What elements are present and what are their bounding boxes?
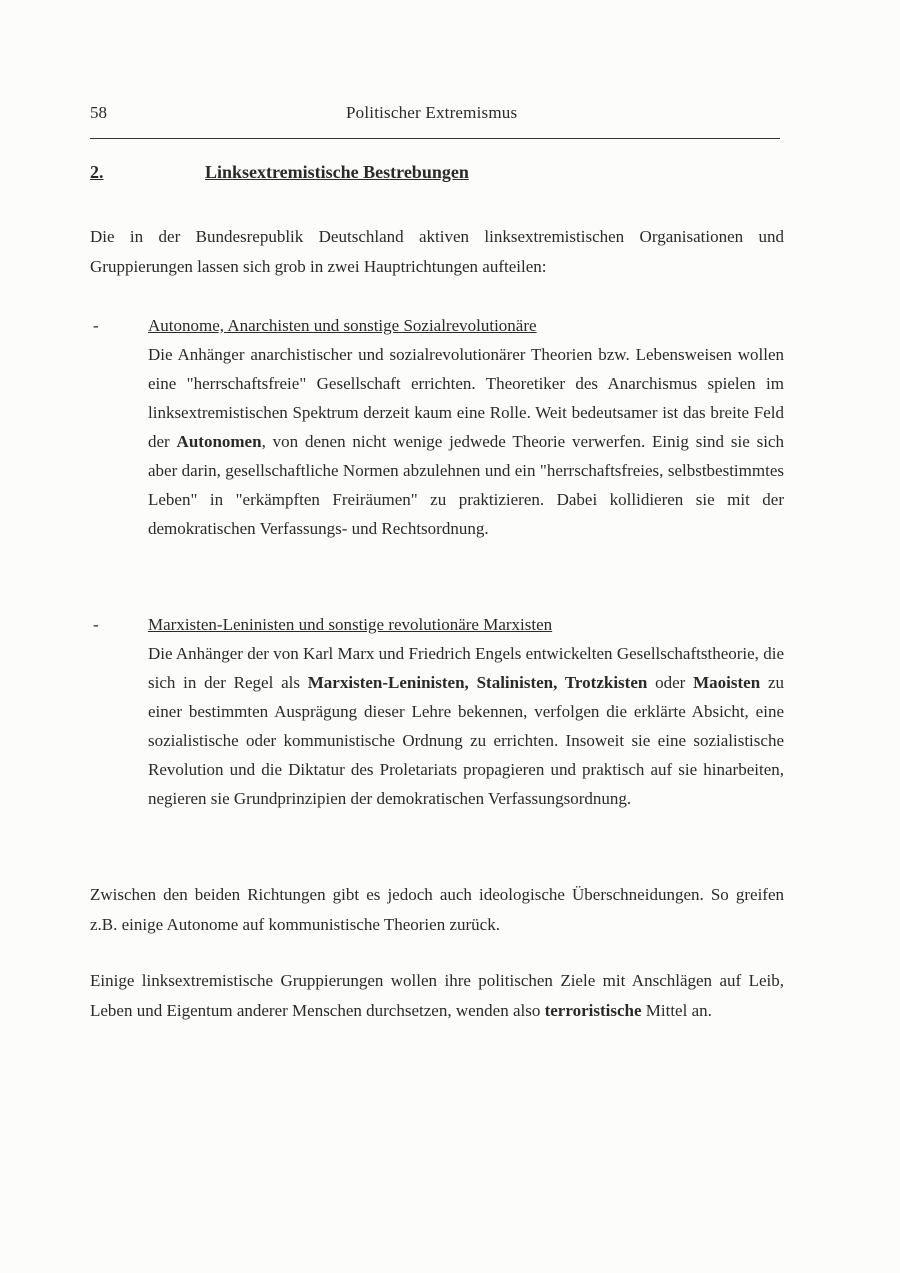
bold-term: terroristische — [544, 1001, 642, 1020]
bullet-title: Marxisten-Leninisten und sonstige revolutionäre Marxisten — [148, 615, 553, 634]
intro-paragraph: Die in der Bundesrepublik Deutschland aktiven linksextremistischen Organisationen und Gruppierungen lassen sich grob in zwei Hauptrichtungen aufteilen: — [90, 227, 784, 276]
bold-term: Marxisten-Leninisten — [307, 673, 465, 692]
bullet-title: Autonome, Anarchisten und sonstige Sozialrevolutionäre — [148, 316, 537, 335]
page-header — [90, 103, 780, 129]
section-title: Linksextremistische Bestrebungen — [205, 162, 469, 182]
bold-term: Autonomen — [176, 432, 262, 451]
bullet-autonome — [148, 311, 784, 543]
section-heading — [90, 162, 469, 183]
bold-term: Stalinisten — [476, 673, 554, 692]
overlap-paragraph: Zwischen den beiden Richtungen gibt es jedoch auch ideologische Überschneidungen. So greifen z.B. einige Autonome auf kommunistische Theorien zurück. — [90, 885, 784, 934]
bullet-text: Die Anhänger der von Karl Marx und Friedrich Engels entwickelten Gesellschaftstheorie, die sich in der Regel als Marxisten-Leninisten, Stalinisten, Trotzkisten oder Maoisten zu einer bestimmten Ausprägung dieser Lehre bekennen, verfolgen die erklärte Absicht, eine sozialistische oder kommunistische Ordnung zu errichten. Insoweit sie eine sozialistische Revolution und die Diktatur des Proletariats propagieren und praktisch auf sie hinarbeiten, negieren sie Grundprinzipien der demokratischen Verfassungsordnung. — [148, 644, 785, 808]
bold-term: Trotzkisten — [564, 673, 648, 692]
bullet-dash: - — [93, 316, 99, 335]
header-rule — [90, 138, 780, 139]
page-number: 58 — [90, 103, 107, 122]
bold-term: Maoisten — [693, 673, 761, 692]
running-title: Politischer Extremismus — [346, 103, 518, 122]
terror-paragraph: Einige linksextremistische Gruppierungen wollen ihre politischen Ziele mit Anschlägen auf Leib, Leben und Eigentum anderer Menschen durchsetzen, wenden also terroristische Mittel an. — [90, 971, 784, 1020]
bullet-marxisten — [148, 610, 784, 813]
bullet-dash: - — [93, 615, 99, 634]
section-number: 2. — [90, 162, 104, 182]
bullet-text: Die Anhänger anarchistischer und sozialrevolutionärer Theorien bzw. Lebensweisen wollen eine "herrschaftsfreie" Gesellschaft errichten. Theoretiker des Anarchismus spielen im linksextremistischen Spektrum derzeit kaum eine Rolle. Weit bedeutsamer ist das breite Feld der Autonomen, von denen nicht wenige jedwede Theorie verwerfen. Einig sind sie sich aber darin, gesellschaftliche Normen abzulehnen und ein "herrschaftsfreies, selbstbestimmtes Leben" in "erkämpften Freiräumen" zu praktizieren. Dabei kollidieren sie mit der demokratischen Verfassungs- und Rechtsordnung. — [148, 345, 784, 538]
